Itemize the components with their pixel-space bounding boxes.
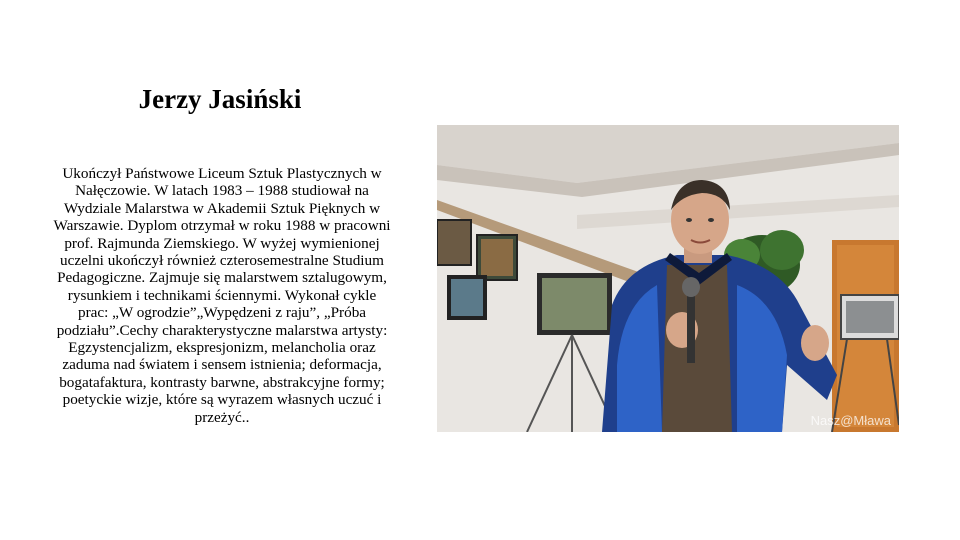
slide-title: Jerzy Jasiński: [138, 84, 302, 114]
photo-watermark: Nasz@Mława: [810, 413, 891, 428]
biography-text: Ukończył Państwowe Liceum Sztuk Plastycznych w Nałęczowie. W latach 1983 – 1988 studiował na Wydziale Malarstwa w Akademii Sztuk Pięknych w Warszawie. Dyplom otrzymał w roku 1988 w pracowni prof. Rajmunda Ziemskiego. W wyżej wymienionej uczelni ukończył również czterosemestralne Studium Pedagogiczne. Zajmuje się malarstwem sztalugowym, rysunkiem i technikami ściennymi. Wykonał cykle prac: „W ogrodzie”„Wypędzeni z raju”, „Próba podziału”.Cechy charakterystyczne malarstwa artysty: Egzystencjalizm, ekspresjonizm, melancholia oraz zaduma nad światem i sensem istnienia; deformacja, bogatafaktura, kontrasty barwne, abstrakcyjne formy; poetyckie wizje, które są wyrazem własnych uczuć i przeżyć..: [53, 165, 391, 426]
artist-photo: [437, 125, 899, 432]
